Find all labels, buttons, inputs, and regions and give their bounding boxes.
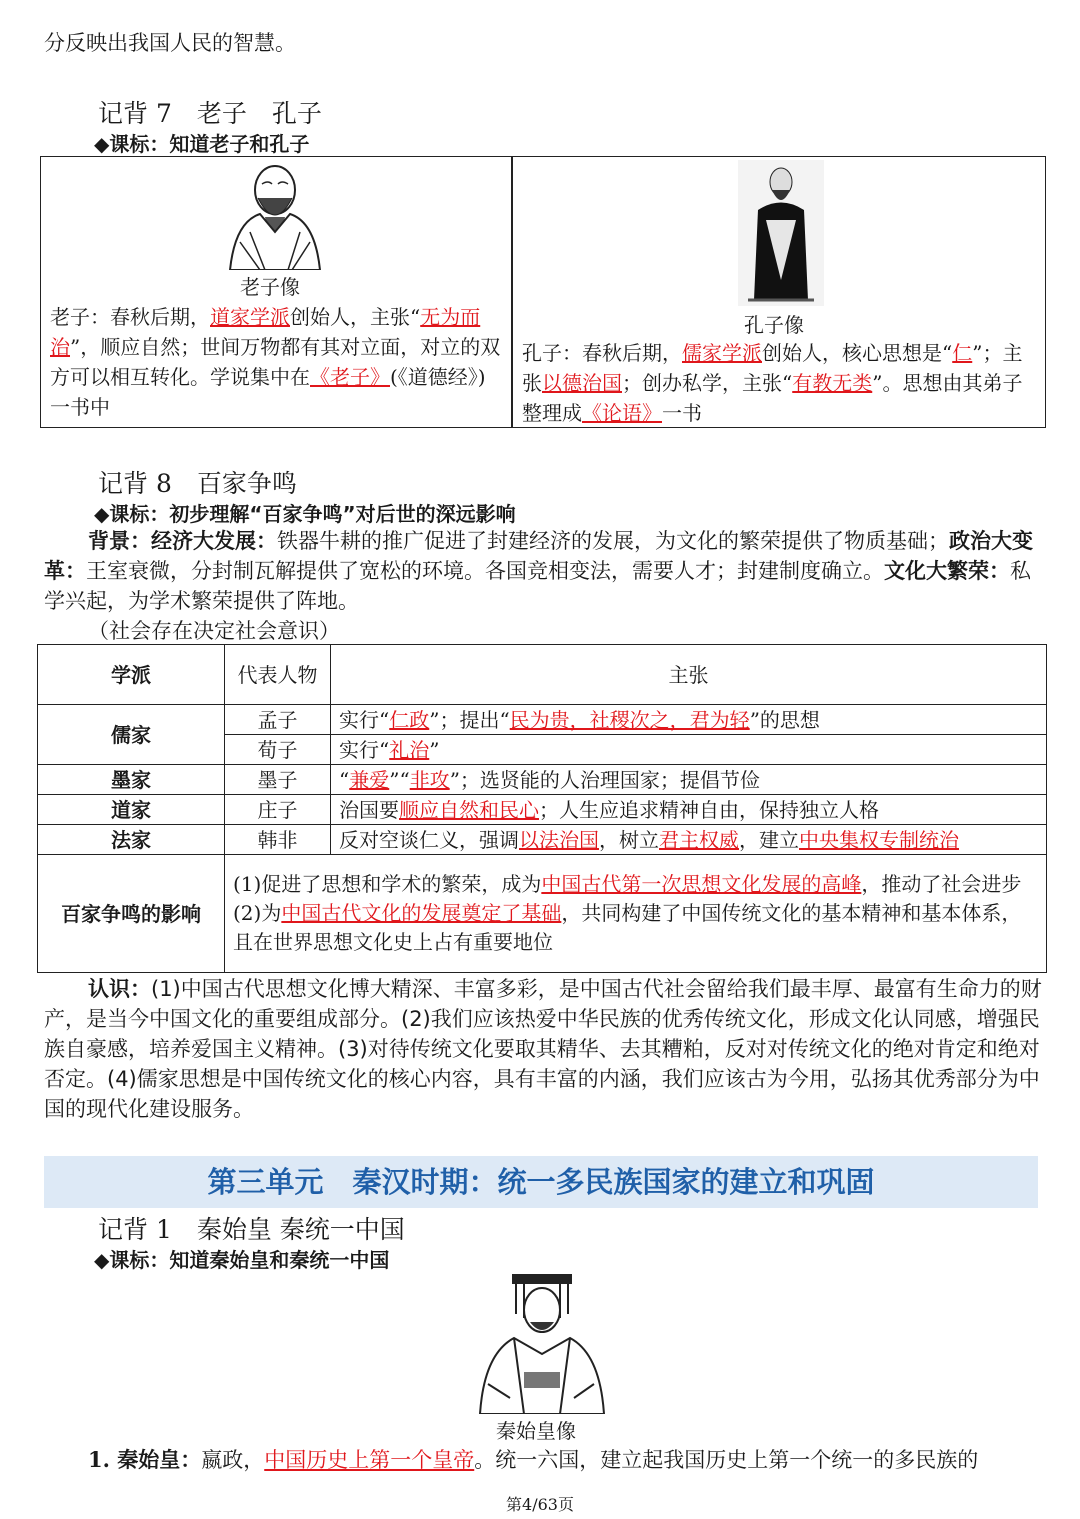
qinshihuang-portrait — [474, 1274, 608, 1414]
intro-line: 分反映出我国人民的智慧。 — [44, 31, 296, 55]
claim-mozi: “兼爱”“非攻”；选贤能的人治理国家；提倡节俭 — [331, 765, 1047, 795]
header-school: 学派 — [38, 645, 225, 705]
table-header-row — [38, 645, 1047, 705]
unit3-section-1-standard: ◆课标：知道秦始皇和秦统一中国 — [94, 1248, 390, 1272]
kongzi-caption: 孔子像 — [744, 313, 804, 337]
claim-mengzi: 实行“仁政”；提出“民为贵，社稷次之，君为轻”的思想 — [331, 705, 1047, 735]
qinshihuang-paragraph: 1. 秦始皇：嬴政，中国历史上第一个皇帝。统一六国，建立起我国历史上第一个统一的多民族的 — [88, 1447, 979, 1472]
section-8-title: 记背 8 百家争鸣 — [98, 469, 297, 498]
renshi-paragraph: 认识：(1)中国古代思想文化博大精深、丰富多彩，是中国古代社会留给我们最丰厚、最富有生命力的财产，是当今中国文化的重要组成部分。(2)我们应该热爱中华民族的优秀传统文化，形成文化认同感，增强民族自豪感，培养爱国主义精神。(3)对待传统文化要取其精华、去其糟粕，反对对传统文化的绝对肯定和绝对否定。(4)儒家思想是中国传统文化的核心内容，具有丰富的内涵，我们应该古为今用，弘扬其优秀部分为中国的现代化建设服务。 — [44, 977, 1042, 1121]
claim-zhuangzi: 治国要顺应自然和民心；人生应追求精神自由，保持独立人格 — [331, 795, 1047, 825]
table-row — [38, 825, 1047, 855]
figure-zhuangzi: 庄子 — [225, 795, 331, 825]
laozi-text: 老子：春秋后期，道家学派创始人，主张“无为而治”，顺应自然；世间万物都有其对立面，对立的双方可以相互转化。学说集中在《老子》(《道德经》)一书中 — [50, 305, 501, 419]
section-7-standard: ◆课标：知道老子和孔子 — [94, 132, 310, 156]
table-row — [38, 855, 1047, 973]
claim-hanfei: 反对空谈仁义，强调以法治国，树立君主权威，建立中央集权专制统治 — [331, 825, 1047, 855]
figure-xunzi: 荀子 — [225, 735, 331, 765]
school-rujia: 儒家 — [38, 705, 225, 765]
unit3-section-1-title: 记背 1 秦始皇 秦统一中国 — [98, 1215, 405, 1244]
impact-text: (1)促进了思想和学术的繁荣，成为中国古代第一次思想文化发展的高峰，推动了社会进步 (2)为中国古代文化的发展奠定了基础，共同构建了中国传统文化的基本精神和基本体系，且在世界思想文化史上占有重要地位 — [225, 855, 1047, 973]
claim-xunzi: 实行“礼治” — [331, 735, 1047, 765]
schools-table — [37, 644, 1047, 973]
figure-hanfei: 韩非 — [225, 825, 331, 855]
header-claim: 主张 — [331, 645, 1047, 705]
table-row — [38, 705, 1047, 735]
section-7-title: 记背 7 老子 孔子 — [98, 99, 322, 128]
table-row — [38, 795, 1047, 825]
unit-3-banner: 第三单元 秦汉时期：统一多民族国家的建立和巩固 — [44, 1156, 1038, 1208]
school-daojia: 道家 — [38, 795, 225, 825]
qinshihuang-caption: 秦始皇像 — [496, 1419, 576, 1443]
laozi-portrait — [220, 162, 330, 270]
kongzi-portrait — [738, 160, 824, 306]
section-8-standard: ◆课标：初步理解“百家争鸣”对后世的深远影响 — [94, 502, 516, 526]
laozi-caption: 老子像 — [240, 275, 300, 299]
figure-mengzi: 孟子 — [225, 705, 331, 735]
header-figure: 代表人物 — [225, 645, 331, 705]
impact-label: 百家争鸣的影响 — [38, 855, 225, 973]
kongzi-text: 孔子：春秋后期，儒家学派创始人，核心思想是“仁”；主张以德治国；创办私学，主张“有教无类”。思想由其弟子整理成《论语》一书 — [522, 341, 1023, 425]
school-fajia: 法家 — [38, 825, 225, 855]
table-divider — [511, 156, 513, 427]
background-paragraph: 背景：经济大发展：铁器牛耕的推广促进了封建经济的发展，为文化的繁荣提供了物质基础；政治大变革：王室衰微，分封制瓦解提供了宽松的环境。各国竞相变法，需要人才；封建制度确立。文化大繁荣：私学兴起，为学术繁荣提供了阵地。 — [44, 529, 1033, 613]
school-mojia: 墨家 — [38, 765, 225, 795]
note-line: （社会存在决定社会意识） — [88, 619, 340, 643]
table-row — [38, 765, 1047, 795]
figure-mozi: 墨子 — [225, 765, 331, 795]
page-number: 第4/63页 — [506, 1495, 574, 1514]
